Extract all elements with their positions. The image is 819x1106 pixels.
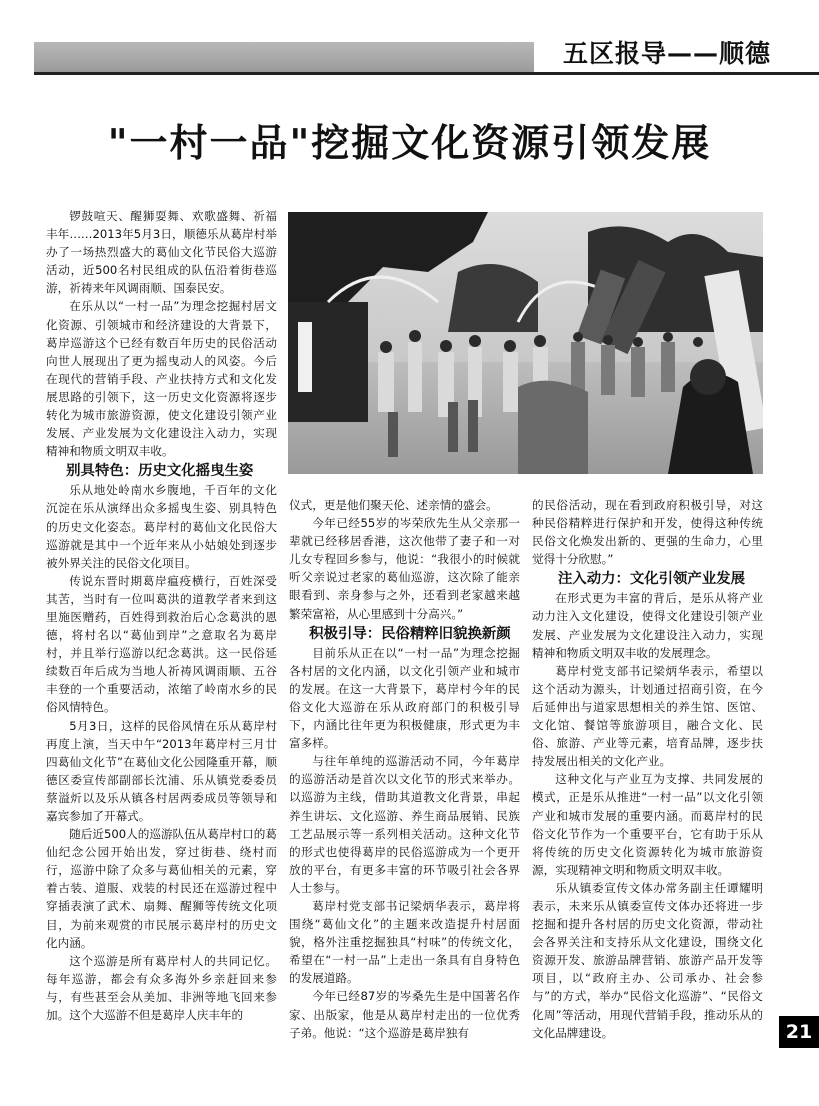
page-number: 21 xyxy=(779,1016,819,1048)
paragraph: 传说东晋时期葛岸瘟疫横行，百姓深受其苦，当时有一位叫葛洪的道教学者来到这里施医赠药，百姓得到救治后心念葛洪的恩德，将村名以“葛仙到岸”之意取名为葛岸村，并且举行巡游以纪念葛洪。这一民俗延续数百年后成为当地人祈祷风调雨顺、五谷丰登的一个重要活动，浓缩了岭南水乡的民俗风情特色。 xyxy=(46,573,277,715)
paragraph: 今年已经55岁的岑荣欣先生从父亲那一辈就已经移居香港，这次他带了妻子和一对儿女专程回乡参与，他说：“我很小的时候就听父亲说过老家的葛仙巡游，这次除了能亲眼看到、亲身参与之外，还看到老家越来越繁荣富裕，从心里感到十分高兴。” xyxy=(289,516,520,621)
paragraph-continued: 仪式，更是他们聚天伦、述亲情的盛会。 xyxy=(289,498,498,512)
article-title: "一村一品"挖掘文化资源引领发展 xyxy=(107,121,712,165)
subheading: 积极引导：民俗精粹旧貌换新颜 xyxy=(309,625,511,642)
paragraph: 乐从镇委宣传文体办常务副主任谭耀明表示，未来乐从镇委宣传文体办还将进一步挖掘和提升各村居的历史文化资源，带动社会各界关注和支持乐从文化建设，围绕文化资源开发、旅游品牌营销、旅游产品开发等项目，以“政府主办、公司承办、社会参与”的方式，举办“民俗文化巡游”、“民俗文化周”等活动，用现代营销手段，推动乐从的文化品牌建设。 xyxy=(532,880,763,1040)
article-column-3 xyxy=(532,496,763,1042)
paragraph: 随后近500人的巡游队伍从葛岸村口的葛仙纪念公园开始出发，穿过街巷、绕村而行，巡游中除了众多与葛仙相关的元素，穿着古装、道服、戏装的村民还在巡游过程中穿插表演了武术、扇舞、醒狮等传统文化项目，为前来观赏的市民展示葛岸村的历史文化内涵。 xyxy=(46,827,277,950)
paragraph: 与往年单纯的巡游活动不同，今年葛岸的巡游活动是首次以文化节的形式来举办。以巡游为主线，借助其道教文化背景，串起养生讲坛、文化巡游、养生商品展销、民族工艺品展示等一系列相关活动。这种文化节的形式也使得葛岸的民俗巡游成为一个更开放的平台，有更多丰富的环节吸引社会各界人士参与。 xyxy=(289,754,520,895)
subheading: 别具特色：历史文化摇曳生姿 xyxy=(66,463,254,480)
article-column-2 xyxy=(289,496,520,1042)
paragraph: 5月3日，这样的民俗风情在乐从葛岸村再度上演，当天中午“2013年葛岸村三月廿四葛仙文化节”在葛仙文化公园隆重开幕，顺德区委宣传部副部长沈浦、乐从镇党委委员蔡溢炘以及乐从镇各村居两委成员等领导和嘉宾参加了开幕式。 xyxy=(46,718,277,823)
paragraph: 今年已经87岁的岑桑先生是中国著名作家、出版家，他是从葛岸村走出的一位优秀子弟。他说：“这个巡游是葛岸独有 xyxy=(289,989,520,1040)
header-gray-bar xyxy=(34,42,534,73)
paragraph: 目前乐从正在以“一村一品”为理念挖掘各村居的文化内涵，以文化引领产业和城市的发展。在这一大背景下，葛岸村今年的民俗文化大巡游在乐从政府部门的积极引导下，内涵比往年更为积极健康，形式更为丰富多样。 xyxy=(289,645,520,751)
paragraph-continued: 的民俗活动，现在看到政府积极引导，对这种民俗精粹进行保护和开发，使得这种传统民俗文化焕发出新的、更强的生命力，心里觉得十分欣慰。” xyxy=(532,498,763,567)
paragraph: 这种文化与产业互为支撑、共同发展的模式，正是乐从推进“一村一品”以文化引领产业和城市发展的重要内涵。而葛岸村的民俗文化节作为一个重要平台，它有助于乐从将传统的历史文化资源转化为城市旅游资源，实现精神文明和物质文明双丰收。 xyxy=(532,772,763,877)
paragraph: 在形式更为丰富的背后，是乐从将产业动力注入文化建设，使得文化建设引领产业发展、产业发展为文化建设注入动力，实现精神和物质文明双丰收的发展理念。 xyxy=(532,591,763,660)
section-tag: 五区报导——顺德 xyxy=(562,39,771,68)
paragraph: 葛岸村党支部书记梁炳华表示，希望以这个活动为源头，计划通过招商引资，在今后延伸出与道家思想相关的养生馆、医馆、文化馆、餐馆等旅游项目，融合文化、民俗、旅游、产业等元素，培育品牌，逐步扶持发展出相关的文化产业。 xyxy=(532,663,763,769)
paragraph: 锣鼓喧天、醒狮耍舞、欢歌盛舞、祈福丰年……2013年5月3日，顺德乐从葛岸村举办了一场热烈盛大的葛仙文化节民俗大巡游活动，近500名村民组成的队伍沿着街巷巡游，祈祷来年风调雨顺、国泰民安。 xyxy=(46,209,277,296)
article-column-1 xyxy=(46,207,277,1024)
paragraph: 葛岸村党支部书记梁炳华表示，葛岸将围绕“葛仙文化”的主题来改造提升村居面貌，格外注重挖掘独具“村味”的传统文化，希望在“一村一品”上走出一条具有自身特色的发展道路。 xyxy=(289,898,520,986)
subheading: 注入动力：文化引领产业发展 xyxy=(557,571,745,588)
paragraph: 这个巡游是所有葛岸村人的共同记忆。每年巡游，都会有众多海外乡亲赶回来参与，有些甚至会从美加、非洲等地飞回来参加。这个大巡游不但是葛岸人庆丰年的 xyxy=(46,953,277,1023)
paragraph: 乐从地处岭南水乡腹地，千百年的文化沉淀在乐从演绎出众多摇曳生姿、别具特色的历史文化姿态。葛岸村的葛仙文化民俗大巡游就是其中一个近年来从小姑娘处到逐步被外界关注的民俗文化项目。 xyxy=(46,483,277,570)
paragraph: 在乐从以“一村一品”为理念挖掘村居文化资源、引领城市和经济建设的大背景下，葛岸巡游这个已经有数百年历史的民俗活动向世人展现出了更为摇曳动人的风姿。今后在现代的营销手段、产业扶持方式和文化发展思路的引领下，这一历史文化资源将逐步转化为城市旅游资源，使文化建设引领产业发展、产业发展为文化建设注入动力，实现精神和物质文明双丰收。 xyxy=(46,299,277,459)
procession-photo-icon xyxy=(288,212,763,474)
header-rule xyxy=(34,72,819,75)
